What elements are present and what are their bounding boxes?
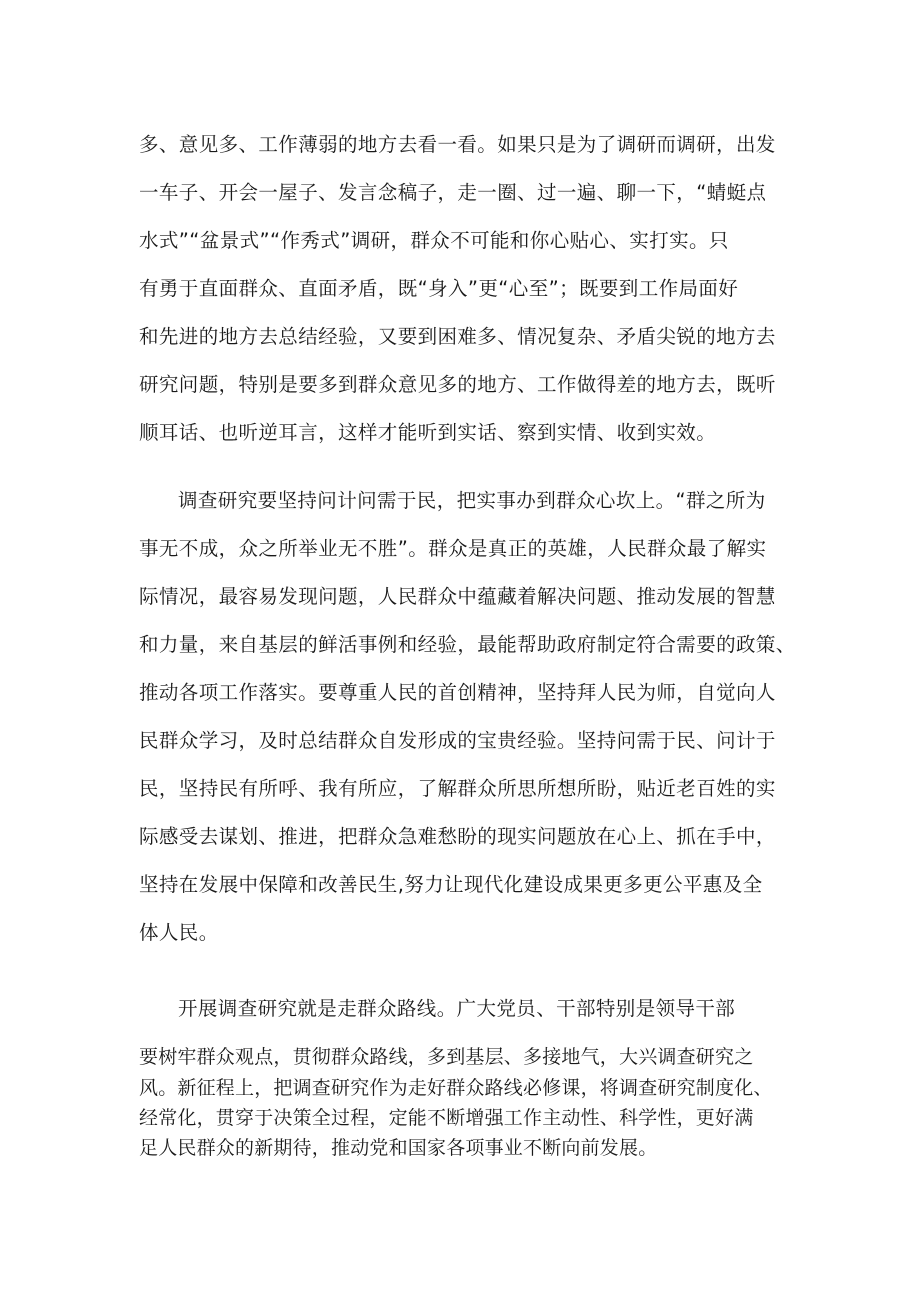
text-line: 一车子、开会一屋子、发言念稿子，走一圈、过一遍、聊一下，“蜻蜓点 [139, 181, 767, 204]
text-line: 足人民群众的新期待，推动党和国家各项事业不断向前发展。 [139, 1137, 658, 1159]
text-line: 事无不成，众之所举业无不胜”。群众是真正的英雄，人民群众最了解实 [139, 537, 767, 560]
text-line: 民，坚持民有所呼、我有所应，了解群众所思所想所盼，贴近老百姓的实 [139, 777, 776, 800]
text-line: 体人民。 [139, 921, 219, 944]
text-line: 际感受去谋划、推进，把群众急难愁盼的现实问题放在心上、抓在手中， [139, 825, 776, 848]
text-line: 水式”“盆景式”“作秀式”调研，群众不可能和你心贴心、实打实。只 [139, 229, 729, 252]
text-line: 民群众学习，及时总结群众自发形成的宝贵经验。坚持问需于民、问计于 [139, 729, 776, 752]
text-line: 多、意见多、工作薄弱的地方去看一看。如果只是为了调研而调研，出发 [139, 133, 776, 156]
text-line: 经常化，贯穿于决策全过程，定能不断增强工作主动性、科学性，更好满 [139, 1107, 754, 1129]
text-line: 有勇于直面群众、直面矛盾，既“身入”更“心至”；既要到工作局面好 [139, 277, 739, 300]
text-line: 和力量，来自基层的鲜活事例和经验，最能帮助政府制定符合需要的政策、 [139, 633, 796, 656]
text-line: 研究问题，特别是要多到群众意见多的地方、工作做得差的地方去，既听 [139, 373, 776, 396]
text-line: 际情况，最容易发现问题，人民群众中蕴藏着解决问题、推动发展的智慧 [139, 585, 776, 608]
text-line: 调查研究要坚持问计问需于民，把实事办到群众心坎上。“群之所为 [178, 489, 766, 512]
text-line: 和先进的地方去总结经验，又要到困难多、情况复杂、矛盾尖锐的地方去 [139, 325, 776, 348]
text-line: 要树牢群众观点，贯彻群众路线，多到基层、多接地气，大兴调查研究之 [139, 1046, 754, 1068]
text-line: 顺耳话、也听逆耳言，这样才能听到实话、察到实情、收到实效。 [139, 421, 717, 444]
text-line: 开展调查研究就是走群众路线。广大党员、干部特别是领导干部 [178, 997, 736, 1020]
text-line: 坚持在发展中保障和改善民生,努力让现代化建设成果更多更公平惠及全 [139, 873, 763, 896]
text-line: 风。新征程上，把调查研究作为走好群众路线必修课，将调查研究制度化、 [139, 1077, 773, 1099]
text-line: 推动各项工作落实。要尊重人民的首创精神，坚持拜人民为师，自觉向人 [139, 681, 776, 704]
